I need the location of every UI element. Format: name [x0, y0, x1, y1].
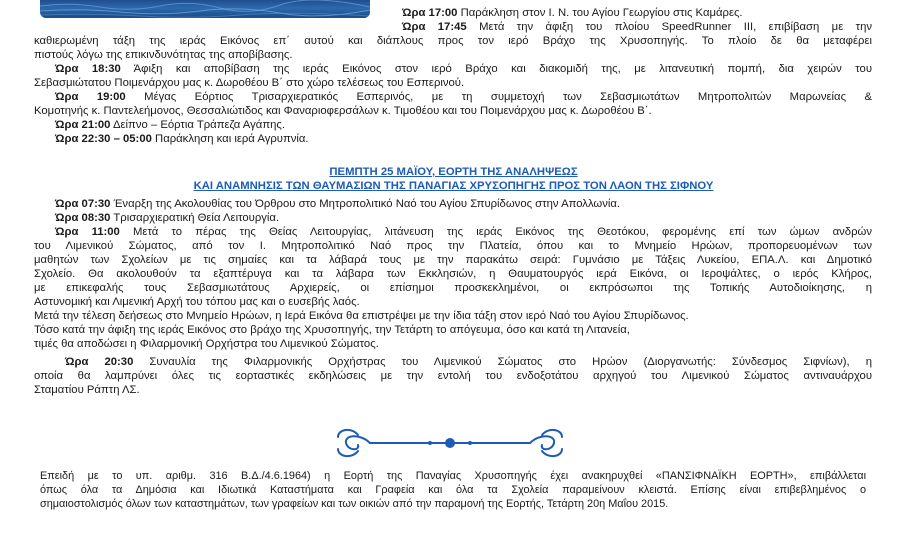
schedule-text: Μετά το πέρας της Θείας Λειτουργίας, λιτάνευση της ιεράς Εικόνος της Θεοτόκου, φερομένης επί των ώμων ανδρών	[119, 226, 872, 238]
schedule-text: Μέγας Εόρτιος Τρισαρχιερατικός Εσπερινός, με τη συμμετοχή των Σεβασμιωτάτων Μητροπολιτών Μαρωνείας &	[125, 91, 872, 103]
schedule-line: καθιερωμένη τάξη της ιεράς Εικόνος επ΄ αυτού και διάπλους προς τον ιερό Βράχο της Χρυσοπηγής. Το πλοίο δε θα μεταφέρει	[34, 35, 872, 47]
schedule-line	[55, 197, 620, 211]
time-label: Ώρα 07:30	[55, 198, 111, 210]
schedule-text: Τρισαρχιερατική Θεία Λειτουργία.	[110, 212, 280, 224]
schedule-line	[55, 211, 279, 225]
schedule-line	[55, 118, 285, 132]
time-label: Ώρα 19:00	[55, 91, 126, 103]
schedule-line	[55, 132, 309, 146]
schedule-line: οποία θα λαμπρύνει όλες τις εορταστικές εκδηλώσεις με την εντολή του ενδοξοτάτου αρχηγού του Λιμενικού Σώματος αντιναυάρχου	[34, 370, 872, 382]
footer-notice-line: Επειδή με το υπ. αριθμ. 316 Β.Δ./4.6.1964) η Εορτή της Παναγίας Χρυσοπηγής έχει ανακηρυχθεί «ΠΑΝΣΙΦΝΑΪΚΗ ΕΟΡΤΗ», επιβάλλεται	[40, 470, 866, 482]
footer-notice-line: όπως όλα τα Δημόσια και Ιδιωτικά Καταστήματα και Γραφεία και όλα τα Σχολεία παραμείνουν κλειστά. Επίσης είναι επιβεβλημένος ο	[40, 484, 866, 496]
schedule-line	[402, 20, 872, 34]
scroll-divider-ornament-icon	[330, 425, 570, 461]
schedule-line	[55, 62, 872, 76]
schedule-line: Τόσο κατά την άφιξη της ιεράς Εικόνος στο βράχο της Χρυσοπηγής, την Τετάρτη το απόγευμα, όσο και κατά τη Λιτανεία,	[34, 324, 630, 336]
schedule-text: Συναυλία της Φιλαρμονικής Ορχήστρας του Λιμενικού Σώματος στο Ηρώον (Διοργανωτής: Σύνδεσμος Σιφνίων), η	[133, 356, 872, 368]
schedule-line: Σεβασμιώτατου Ποιμενάρχου μας κ. Δωροθέου Β΄ στο χώρο τελέσεως του Εσπερινού.	[34, 77, 465, 89]
schedule-text: Έναρξη της Ακολουθίας του Όρθρου στο Μητροπολιτικό Ναό του Αγίου Σπυρίδωνος στην Απολλωνία.	[110, 198, 621, 210]
time-label: Ώρα 20:30	[65, 356, 134, 368]
schedule-line: Σταματίου Ράπτη ΛΣ.	[34, 384, 140, 396]
time-label: Ώρα 11:00	[55, 226, 120, 238]
schedule-line: Σχολείο. Θα ακολουθούν τα εξαπτέρυγα και τα λάβαρα των Εκκλησιών, η Θαυματουργός ιερά Εικόνα, οι Ιεροψάλτες, ο ιερός Κλήρος,	[34, 268, 872, 280]
time-label: Ώρα 22:30 – 05:00	[55, 133, 152, 145]
schedule-line	[65, 355, 872, 369]
schedule-line	[55, 225, 872, 239]
schedule-line: πιστούς λόγω της επικινδυνότητας της αποβίβασης.	[34, 49, 293, 61]
time-label: Ώρα 21:00	[55, 119, 111, 131]
time-label: Ώρα 17:00	[402, 7, 458, 19]
schedule-line	[55, 90, 872, 104]
time-label: Ώρα 17:45	[402, 21, 467, 33]
section-heading-date: ΠΕΜΠΤΗ 25 ΜΑΪΟΥ, ΕΟΡΤΗ ΤΗΣ ΑΝΑΛΗΨΕΩΣ	[329, 166, 578, 178]
schedule-text: Δείπνο – Εόρτια Τράπεζα Αγάπης.	[110, 119, 285, 131]
schedule-line: Αστυνομική και Λιμενική Αρχή του τόπου μας και ο ευσεβής λαός.	[34, 296, 360, 308]
schedule-line: Κομοτηνής κ. Παντελεήμονος, Θεσσαλιώτιδος και Φαναριοφερσάλων κ. Τιμοθέου και του Ποιμενάρχου μας κ. Δωροθέου Β΄.	[34, 105, 652, 117]
schedule-line: με επικεφαλής τους Σεβασμιωτάτους Αρχιερείς, οι επίσημοι προσκεκλημένοι, οι εκπρόσωποι της Τοπικής Αυτοδιοίκησης, η	[34, 282, 872, 294]
section-heading-title: ΚΑΙ ΑΝΑΜΝΗΣΙΣ ΤΩΝ ΘΑΥΜΑΣΙΩΝ ΤΗΣ ΠΑΝΑΓΙΑΣ ΧΡΥΣΟΠΗΓΗΣ ΠΡΟΣ ΤΟΝ ΛΑΟΝ ΤΗΣ ΣΙΦΝΟΥ	[193, 180, 714, 192]
time-label: Ώρα 08:30	[55, 212, 111, 224]
footer-notice-line: σημαιοστολισμός όλων των καταστημάτων, των γραφείων και των οικιών από την παραμονή της Εορτής, Τετάρτη 20η Μαΐου 2015.	[40, 498, 669, 510]
schedule-text: Μετά την άφιξη του πλοίου SpeedRunner III, επιβίβαση με την	[466, 21, 873, 33]
schedule-line: τιμές θα αποδώσει η Φιλαρμονική Ορχήστρα του Λιμενικού Σώματος.	[34, 338, 379, 350]
schedule-line: Μετά την τέλεση δεήσεως στο Μνημείο Ηρώων, η Ιερά Εικόνα θα επιστρέψει με την ίδια τάξη στον ιερό Ναό του Αγίου Σπυρίδωνος.	[34, 310, 689, 322]
schedule-line	[402, 6, 743, 20]
schedule-text: Παράκληση στον Ι. Ν. του Αγίου Γεωργίου στις Καμάρες.	[457, 7, 743, 19]
schedule-text: Άφιξη και αποβίβαση της ιεράς Εικόνος στον ιερό Βράχο και διακομιδή της, με λιτανευτική πομπή, δια χειρών του	[120, 63, 873, 75]
schedule-line: του Λιμενικού Σώματος, από τον Ι. Μητροπολιτικό Ναό προς την Πλατεία, όπου και το Μνημείο Ηρώων, προπορευομένων των	[34, 240, 872, 252]
time-label: Ώρα 18:30	[55, 63, 121, 75]
schedule-line: μαθητών των Σχολείων με τις σημαίες και τα λάβαρά τους με την παρακάτω σειρά: Γυμνάσιο με Τάξεις Λυκείου, ΕΠΑ.Λ. και Δημοτικό	[34, 254, 872, 266]
schedule-text: Παράκληση και ιερά Αγρυπνία.	[151, 133, 309, 145]
